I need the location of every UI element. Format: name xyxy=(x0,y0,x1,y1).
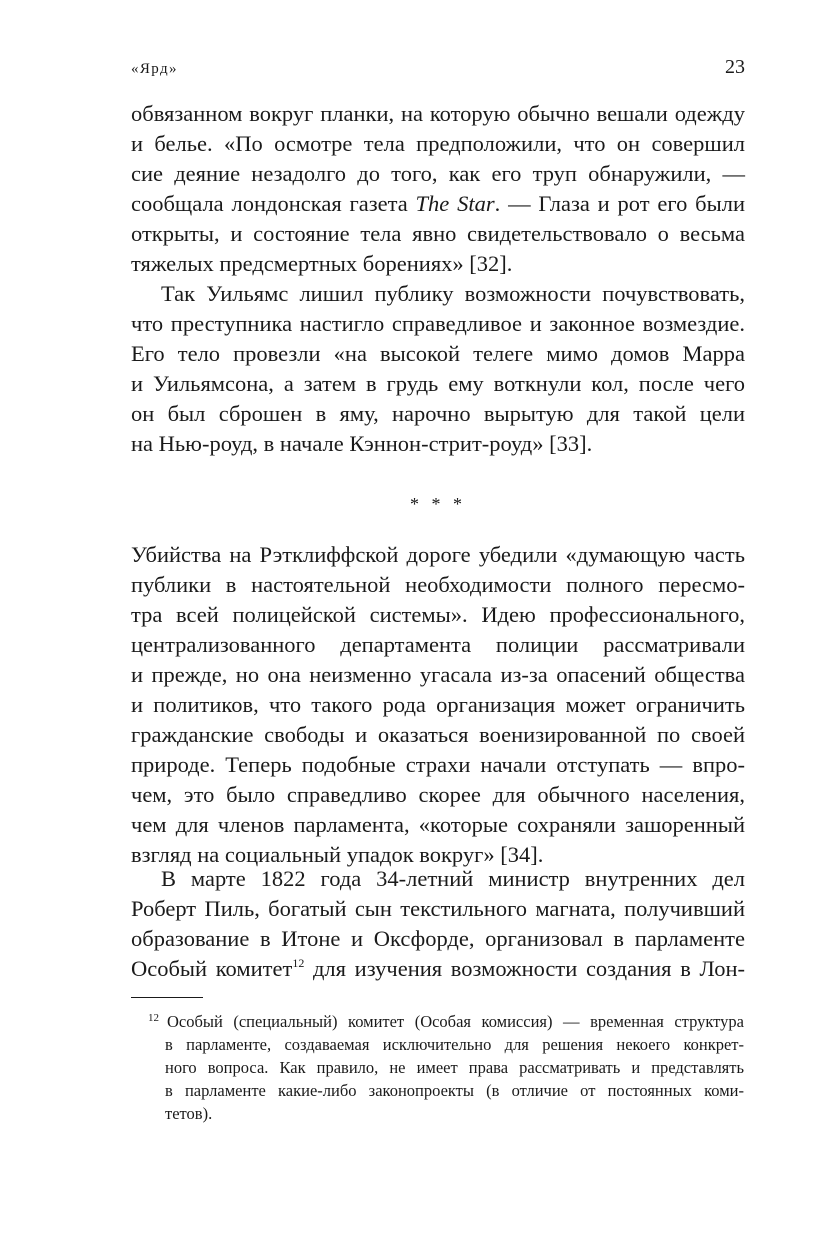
footnote-text: Особый (специальный) комитет (Особая комиссия) — временная структура xyxy=(167,1012,744,1031)
text-line: на Нью-роуд, в начале Кэннон-стрит-роуд» [33]. xyxy=(131,431,593,456)
page-number: 23 xyxy=(725,56,745,78)
paragraph-1 xyxy=(131,99,745,279)
text-fragment: . — Глаза и рот его были xyxy=(494,191,745,216)
text-line: чем, это было справедливо скорее для обычного населения, xyxy=(131,782,745,807)
footnote-line: ного вопроса. Как правило, не имеет права рассматривать и представлять xyxy=(165,1058,744,1077)
text-line xyxy=(131,189,745,219)
text-line: и прежде, но она неизменно угасала из-за опасений общества xyxy=(131,662,745,687)
text-line: гражданские свободы и оказаться военизированной по своей xyxy=(131,722,745,747)
text-line: Роберт Пиль, богатый сын текстильного магната, получивший xyxy=(131,896,745,921)
paragraph-2 xyxy=(131,279,745,459)
footnote-line xyxy=(148,1010,744,1033)
text-fragment: для изучения возможности создания в Лон- xyxy=(304,956,745,981)
page-header xyxy=(131,56,745,82)
text-line: природе. Теперь подобные страхи начали отступать — впро- xyxy=(131,752,745,777)
section-separator: * * * xyxy=(410,494,466,514)
text-line: взгляд на социальный упадок вокруг» [34]. xyxy=(131,842,544,867)
footnote-number: 12 xyxy=(148,1012,159,1024)
text-line: открыты, и состояние тела явно свидетельствовало о весьма xyxy=(131,221,745,246)
text-line: чем для членов парламента, «которые сохраняли зашоренный xyxy=(131,812,745,837)
running-head: «Ярд» xyxy=(131,61,178,77)
footnote-line: в парламенте какие-либо законопроекты (в отличие от постоянных коми- xyxy=(165,1081,744,1100)
text-line: централизованного департамента полиции рассматривали xyxy=(131,632,745,657)
paragraph-4 xyxy=(131,864,745,984)
text-line: тяжелых предсмертных борениях» [32]. xyxy=(131,251,513,276)
text-line: В марте 1822 года 34-летний министр внутренних дел xyxy=(161,866,745,891)
text-line: и Уильямсона, а затем в грудь ему воткнули кол, после чего xyxy=(131,371,745,396)
text-line: сие деяние незадолго до того, как его труп обнаружили, — xyxy=(131,161,745,186)
footnote-divider xyxy=(131,997,203,998)
paragraph-3 xyxy=(131,540,745,870)
text-line: Его тело провезли «на высокой телеге мимо домов Марра xyxy=(131,341,745,366)
text-line: и белье. «По осмотре тела предположили, что он совершил xyxy=(131,131,745,156)
text-line: что преступника настигло справедливое и законное возмездие. xyxy=(131,311,745,336)
footnote xyxy=(148,1010,744,1125)
text-fragment: сообщала лондонская газета xyxy=(131,191,416,216)
footnote-ref: 12 xyxy=(292,956,305,970)
text-line: он был сброшен в яму, нарочно вырытую для такой цели xyxy=(131,401,745,426)
text-line: тра всей полицейской системы». Идею профессионального, xyxy=(131,602,745,627)
text-line: и политиков, что такого рода организация может ограничить xyxy=(131,692,745,717)
text-line: образование в Итоне и Оксфорде, организовал в парламенте xyxy=(131,926,745,951)
text-line xyxy=(131,954,745,984)
text-line: публики в настоятельной необходимости полного пересмо- xyxy=(131,572,745,597)
text-fragment: Особый комитет xyxy=(131,956,293,981)
text-line: Убийства на Рэтклиффской дороге убедили «думающую часть xyxy=(131,542,745,567)
newspaper-title: The Star xyxy=(415,191,495,216)
footnote-line: тетов). xyxy=(165,1104,213,1123)
text-line: обвязанном вокруг планки, на которую обычно вешали одежду xyxy=(131,101,745,126)
footnote-line: в парламенте, создаваемая исключительно для решения некоего конкрет- xyxy=(165,1035,744,1054)
text-line: Так Уильямс лишил публику возможности почувствовать, xyxy=(161,281,745,306)
